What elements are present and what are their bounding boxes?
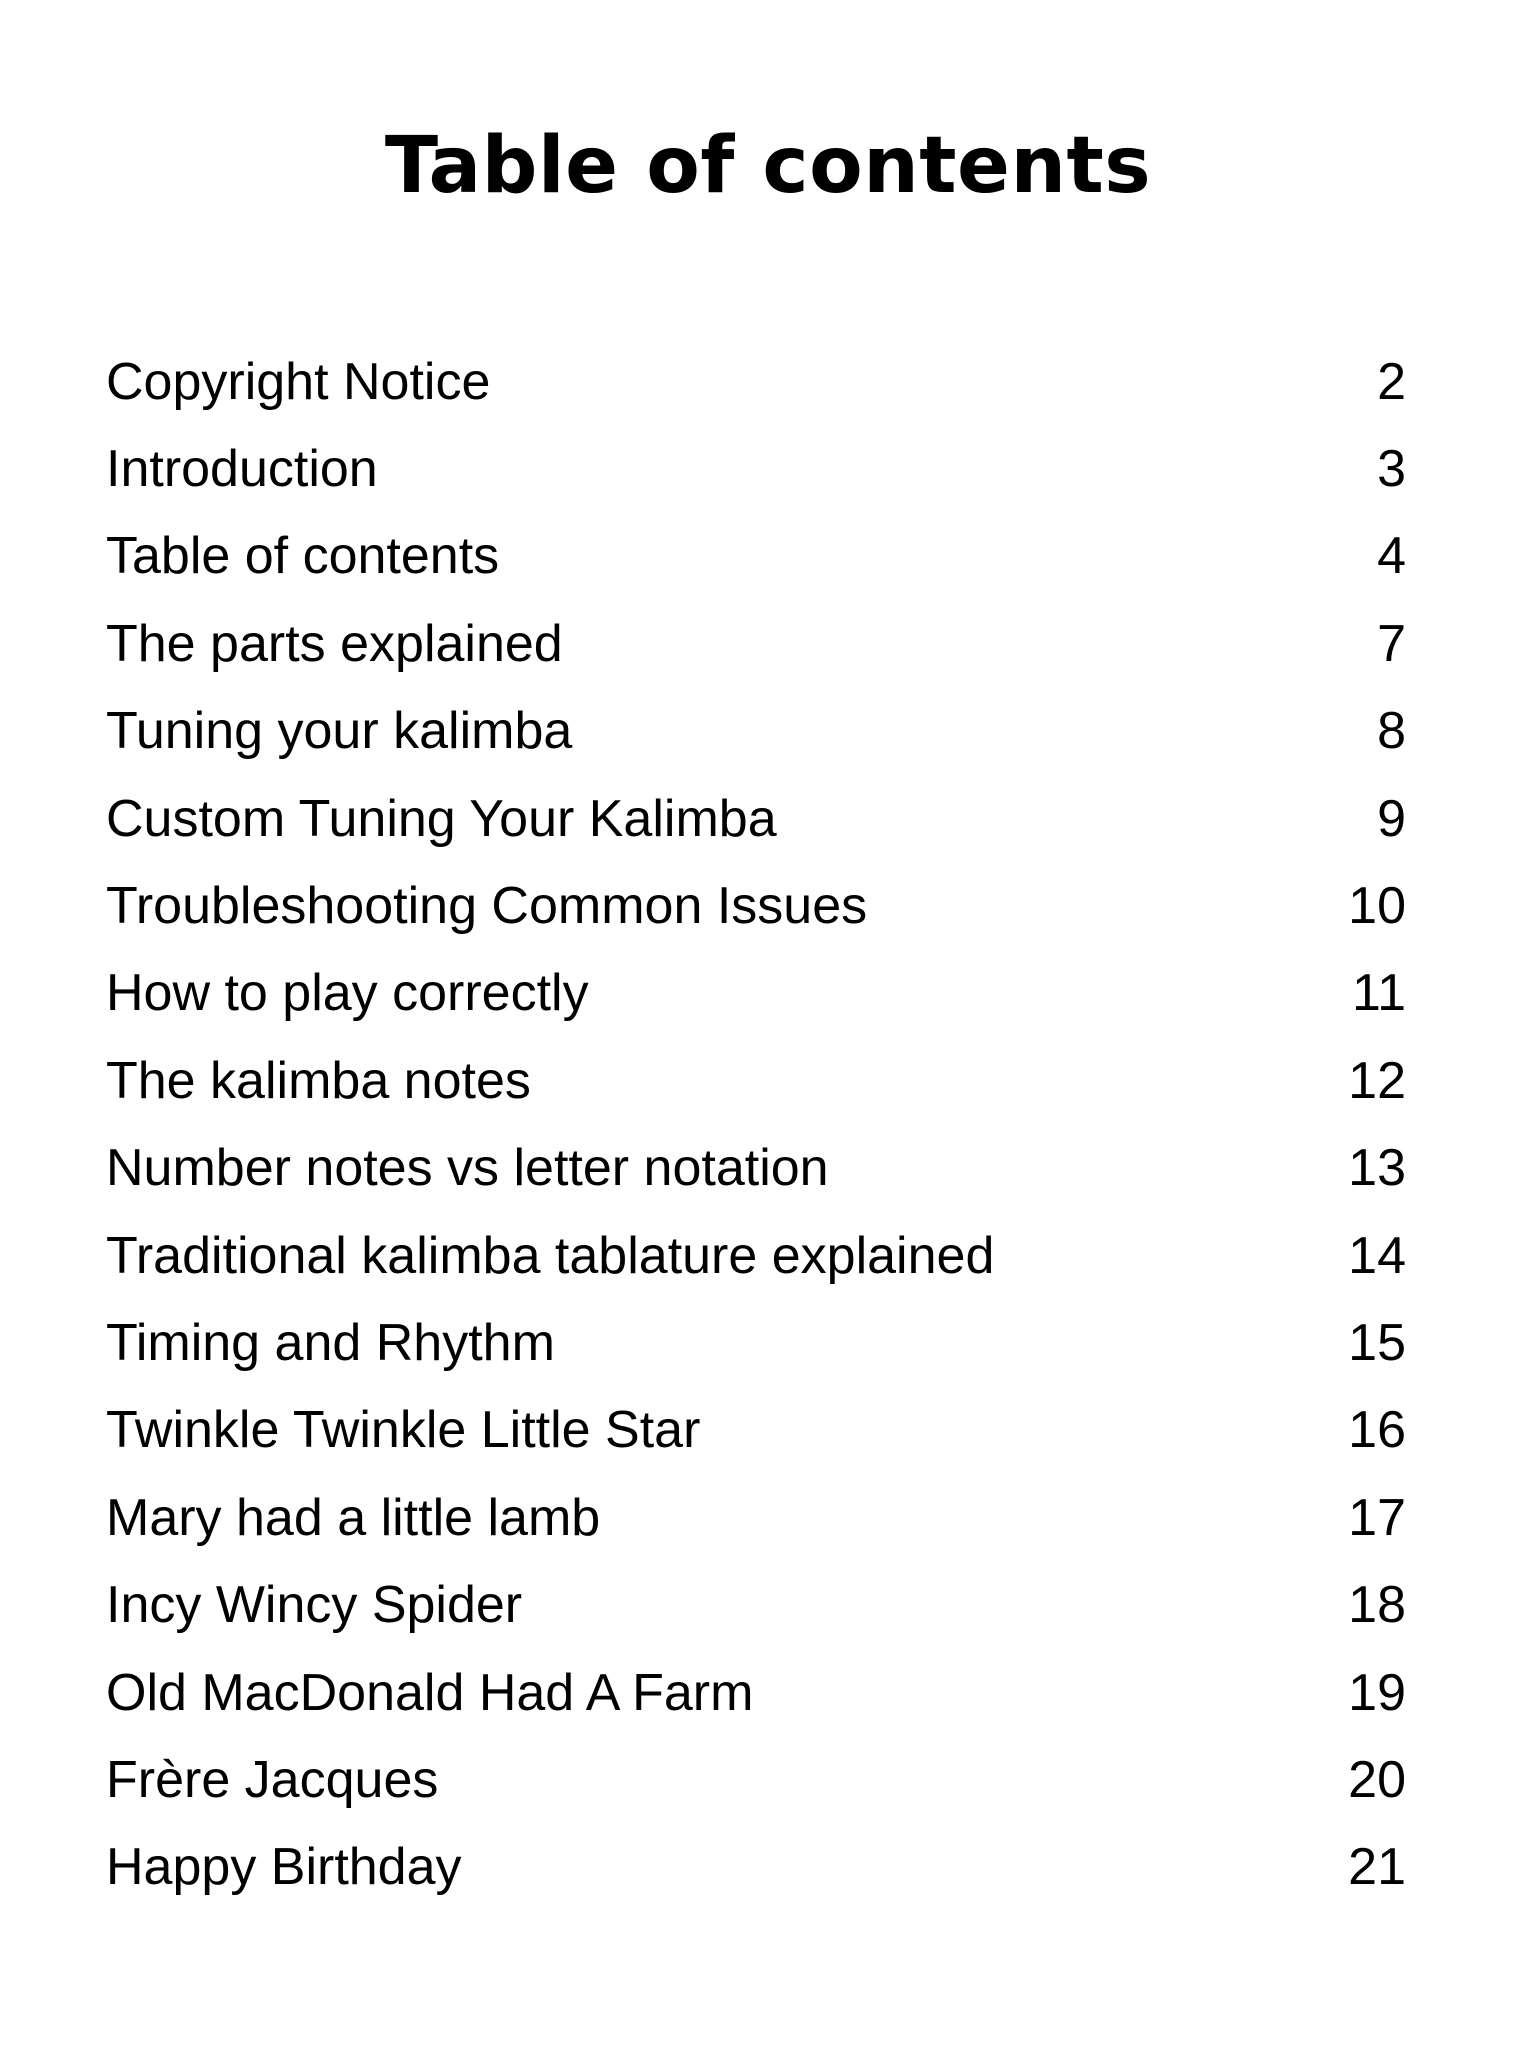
toc-entry-title: Frère Jacques	[106, 1750, 439, 1809]
toc-entry-page-number: 9	[1377, 789, 1406, 848]
toc-entry-page-number: 14	[1348, 1226, 1406, 1285]
toc-entry-page-number: 3	[1377, 440, 1406, 499]
toc-entry-title: Old MacDonald Had A Farm	[106, 1663, 754, 1722]
toc-entry-title: Table of contents	[106, 527, 500, 586]
toc-entry	[106, 600, 1406, 687]
toc-entry-page-number: 17	[1348, 1488, 1406, 1547]
toc-entry-page-number: 11	[1352, 964, 1406, 1023]
toc-entry-page-number: 10	[1348, 877, 1406, 936]
toc-entry	[106, 862, 1406, 949]
toc-entry	[106, 1387, 1406, 1474]
toc-entry-page-number: 15	[1348, 1313, 1406, 1372]
toc-entry	[106, 1736, 1406, 1823]
toc-entry	[106, 1125, 1406, 1212]
toc-entry	[106, 1649, 1406, 1736]
toc-entry	[106, 1037, 1406, 1124]
toc-entry	[106, 1824, 1406, 1911]
toc-entry-page-number: 16	[1348, 1401, 1406, 1460]
toc-entry-page-number: 2	[1377, 352, 1406, 411]
table-of-contents-list	[106, 338, 1406, 1911]
toc-entry	[106, 688, 1406, 775]
toc-entry-title: Mary had a little lamb	[106, 1488, 601, 1547]
toc-entry-title: Incy Wincy Spider	[106, 1576, 523, 1635]
toc-entry-page-number: 19	[1348, 1663, 1406, 1722]
toc-entry-title: How to play correctly	[106, 964, 589, 1023]
toc-entry-title: Twinkle Twinkle Little Star	[106, 1401, 701, 1460]
toc-entry-title: Traditional kalimba tablature explained	[106, 1226, 995, 1285]
toc-entry	[106, 950, 1406, 1037]
toc-entry-title: The parts explained	[106, 614, 563, 673]
toc-entry-title: Custom Tuning Your Kalimba	[106, 789, 777, 848]
toc-entry	[106, 1561, 1406, 1648]
toc-entry-page-number: 18	[1348, 1576, 1406, 1635]
toc-entry-title: Copyright Notice	[106, 352, 491, 411]
toc-entry-page-number: 7	[1377, 614, 1406, 673]
page-title: Table of contents	[384, 121, 1152, 211]
toc-entry	[106, 425, 1406, 512]
toc-entry	[106, 513, 1406, 600]
toc-entry	[106, 775, 1406, 862]
toc-entry-title: Tuning your kalimba	[106, 702, 573, 761]
toc-entry-page-number: 4	[1377, 527, 1406, 586]
toc-entry-title: Happy Birthday	[106, 1838, 462, 1897]
toc-entry	[106, 1474, 1406, 1561]
toc-entry-title: Timing and Rhythm	[106, 1313, 555, 1372]
toc-entry-page-number: 21	[1348, 1838, 1406, 1897]
toc-entry	[106, 1212, 1406, 1299]
toc-entry-title: Number notes vs letter notation	[106, 1139, 829, 1198]
toc-entry-title: Introduction	[106, 440, 378, 499]
toc-entry-page-number: 20	[1348, 1750, 1406, 1809]
toc-entry	[106, 338, 1406, 425]
toc-entry	[106, 1299, 1406, 1386]
toc-entry-title: The kalimba notes	[106, 1051, 531, 1110]
toc-entry-title: Troubleshooting Common Issues	[106, 877, 868, 936]
toc-entry-page-number: 13	[1348, 1139, 1406, 1198]
toc-entry-page-number: 8	[1377, 702, 1406, 761]
toc-entry-page-number: 12	[1348, 1051, 1406, 1110]
